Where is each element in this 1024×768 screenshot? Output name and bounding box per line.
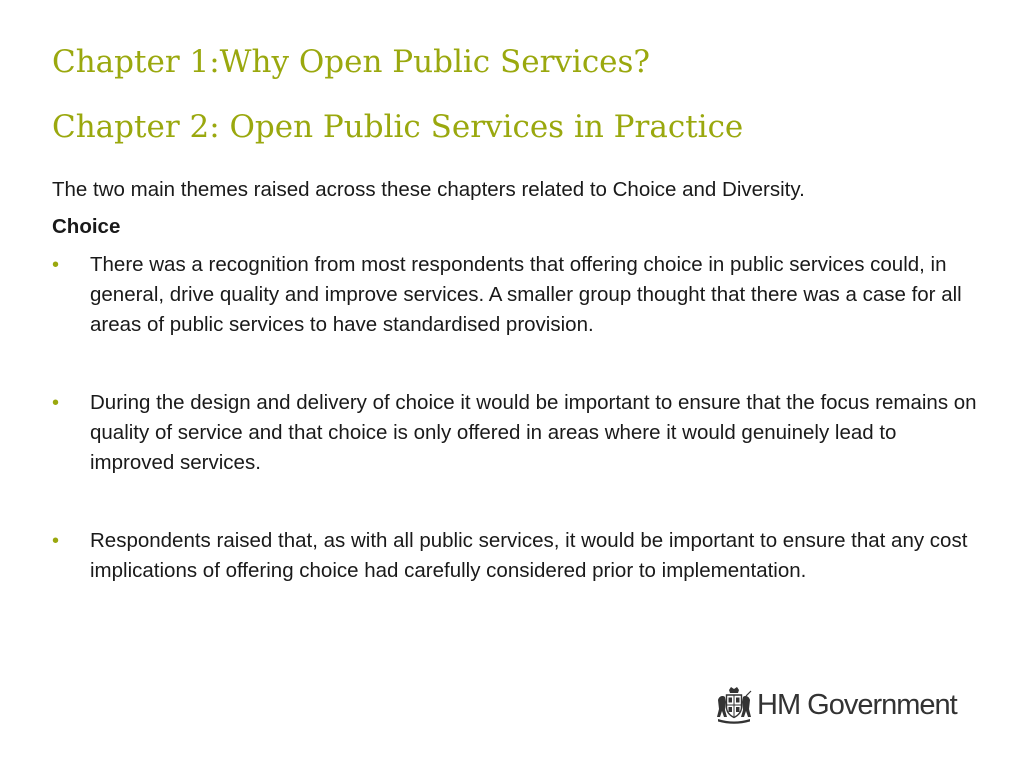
bullet-text: There was a recognition from most respondents that offering choice in public services could, in general, drive quality and improve services. A smaller group thought that there was a case for all areas of public services to have standardised provision. [90, 253, 962, 336]
hm-government-logo [715, 686, 957, 724]
choice-subheading: Choice [52, 215, 121, 238]
royal-coat-of-arms-icon [715, 686, 753, 724]
logo-text: HM Government [757, 688, 957, 721]
bullet-item [52, 388, 982, 478]
bullet-text: Respondents raised that, as with all public services, it would be important to ensure that any cost implications of offering choice had carefully considered prior to implementation. [90, 529, 968, 582]
slide-body [52, 175, 982, 586]
bullet-dot-icon: • [52, 530, 60, 552]
bullet-item [52, 526, 982, 586]
bullet-item [52, 250, 982, 340]
choice-bullet-list [52, 250, 982, 586]
intro-paragraph: The two main themes raised across these chapters related to Choice and Diversity. [52, 178, 805, 201]
bullet-dot-icon: • [52, 392, 60, 414]
chapter-2-title: Chapter 2: Open Public Services in Practice [52, 109, 744, 145]
bullet-text: During the design and delivery of choice it would be important to ensure that the focus remains on quality of service and that choice is only offered in areas where it would genuinely lead to improved services. [90, 391, 977, 474]
chapter-1-title: Chapter 1:Why Open Public Services? [52, 44, 651, 80]
bullet-dot-icon: • [52, 254, 60, 276]
